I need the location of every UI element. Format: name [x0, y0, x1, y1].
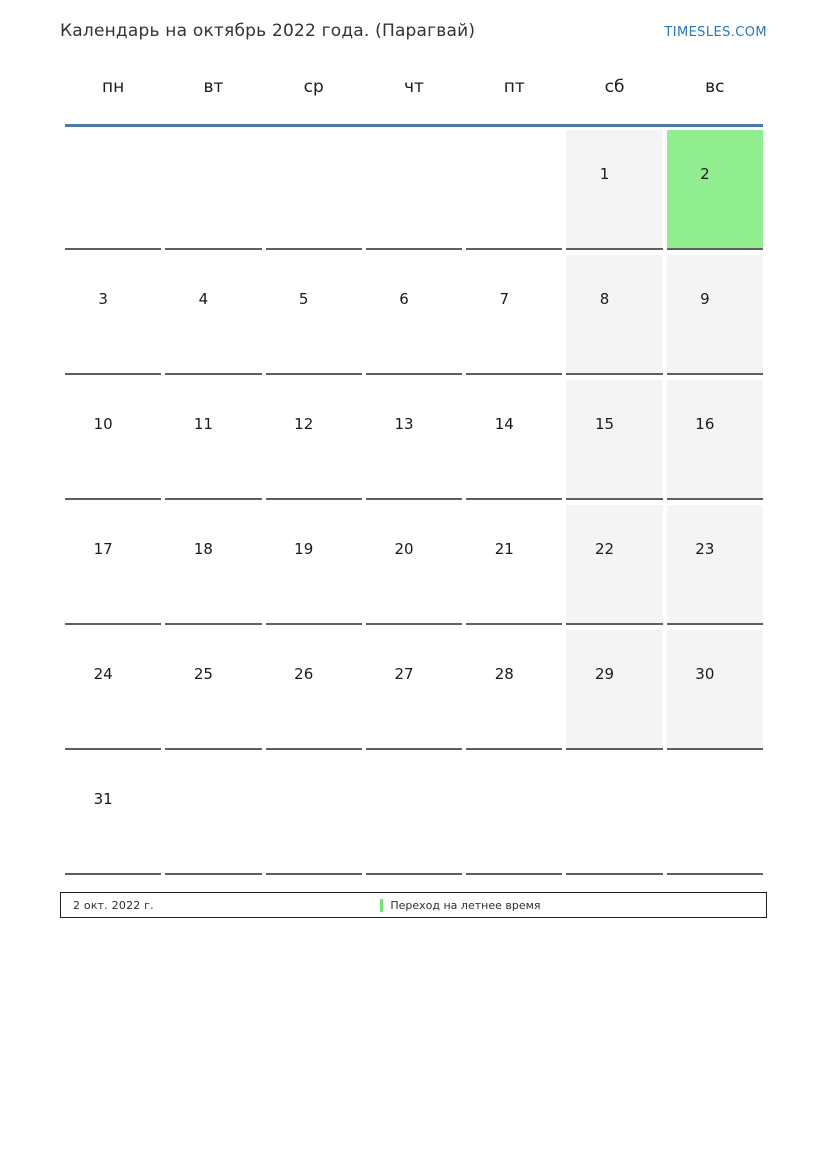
day-number: 19	[294, 540, 314, 558]
day-cell	[366, 505, 462, 625]
day-cell	[165, 755, 261, 875]
day-cell	[65, 505, 161, 625]
weekday-header-sun: вс	[705, 77, 725, 97]
day-cell	[366, 755, 462, 875]
day-cell	[366, 130, 462, 250]
day-cell	[566, 630, 662, 750]
day-cell	[466, 255, 562, 375]
day-cell	[667, 255, 763, 375]
day-cell	[667, 380, 763, 500]
day-cell	[165, 630, 261, 750]
day-cell	[466, 505, 562, 625]
page-title: Календарь на октябрь 2022 года. (Парагвай)	[60, 21, 476, 41]
day-cell	[266, 505, 362, 625]
day-number: 23	[695, 540, 715, 558]
day-number: 21	[494, 540, 514, 558]
day-number: 3	[98, 290, 108, 308]
day-cell	[366, 380, 462, 500]
day-number: 26	[294, 665, 314, 683]
day-cell	[65, 130, 161, 250]
day-cell	[165, 380, 261, 500]
day-number: 15	[595, 415, 615, 433]
weekday-header-mon: пн	[102, 77, 125, 97]
weekday-header-row	[65, 77, 763, 97]
day-number: 22	[595, 540, 615, 558]
header-underline	[65, 124, 763, 127]
weekday-header-sat: сб	[604, 77, 625, 97]
footer-info-bar	[60, 892, 767, 918]
day-number: 10	[93, 415, 113, 433]
weekday-header-tue: вт	[203, 77, 224, 97]
day-cell	[667, 755, 763, 875]
day-number: 13	[394, 415, 414, 433]
day-number: 2	[700, 165, 710, 183]
day-number: 12	[294, 415, 314, 433]
day-number: 17	[93, 540, 113, 558]
weekday-header-fri: пт	[503, 77, 525, 97]
day-number: 8	[599, 290, 610, 308]
day-number: 5	[298, 290, 309, 308]
day-number: 1	[599, 165, 610, 183]
day-number: 30	[695, 665, 715, 683]
day-number: 25	[193, 665, 213, 683]
current-date-label: 2 окт. 2022 г.	[73, 898, 154, 912]
day-cell	[566, 755, 662, 875]
day-cell	[466, 130, 562, 250]
dst-legend	[380, 899, 540, 912]
day-cell	[266, 130, 362, 250]
day-cell	[65, 630, 161, 750]
day-number: 29	[595, 665, 615, 683]
day-number: 31	[93, 790, 113, 808]
day-cell	[266, 630, 362, 750]
day-cell	[65, 255, 161, 375]
day-number: 27	[394, 665, 414, 683]
day-cell	[466, 380, 562, 500]
calendar	[65, 77, 763, 875]
day-number: 14	[494, 415, 514, 433]
day-number: 20	[394, 540, 414, 558]
weekday-header-wed: ср	[303, 77, 324, 97]
dst-legend-label: Переход на летнее время	[390, 898, 541, 912]
day-number: 28	[494, 665, 514, 683]
day-cell	[165, 255, 261, 375]
timesles-site-link[interactable]: TIMESLES.COM	[664, 25, 767, 40]
day-cell	[566, 380, 662, 500]
day-cell	[667, 505, 763, 625]
dst-legend-marker-icon	[380, 899, 383, 912]
day-cell	[667, 630, 763, 750]
day-number: 16	[695, 415, 715, 433]
day-cell	[366, 255, 462, 375]
day-number: 4	[198, 290, 209, 308]
day-cell	[266, 255, 362, 375]
day-number: 7	[499, 290, 510, 308]
day-cell	[266, 380, 362, 500]
day-number: 11	[193, 415, 213, 433]
day-cell	[65, 755, 161, 875]
day-cell	[165, 130, 261, 250]
day-cell	[466, 755, 562, 875]
day-cell	[366, 630, 462, 750]
weekday-header-thu: чт	[404, 77, 424, 97]
calendar-grid	[65, 130, 763, 875]
day-cell	[566, 130, 662, 250]
day-number: 6	[399, 290, 409, 308]
page-header	[0, 0, 827, 41]
day-number: 24	[93, 665, 113, 683]
day-cell	[466, 630, 562, 750]
day-cell	[65, 380, 161, 500]
day-cell	[667, 130, 763, 250]
day-cell	[566, 505, 662, 625]
day-cell	[165, 505, 261, 625]
day-cell	[266, 755, 362, 875]
day-cell	[566, 255, 662, 375]
day-number: 9	[700, 290, 710, 308]
day-number: 18	[193, 540, 213, 558]
